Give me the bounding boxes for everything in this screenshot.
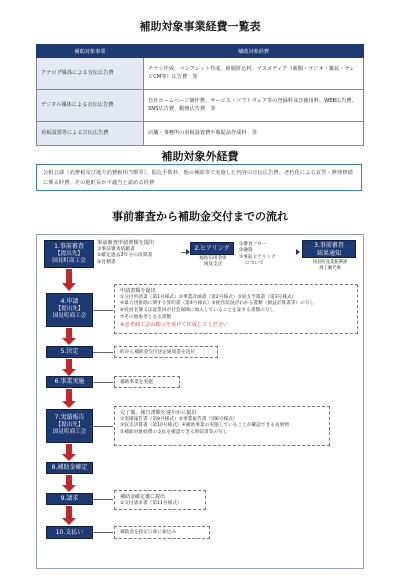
step-sub: 結果通知	[316, 249, 341, 257]
flow-arrow	[66, 359, 72, 369]
table-cell-cost: チラシ作成、パンフレット作成、新聞折込料、マスメディア（新聞・ラジオ・雑誌・テレビCM等）広告費 等	[144, 58, 364, 90]
table-row	[37, 122, 364, 146]
table-cell-cost: 店舗・事務所の看板設置費や販促品作成料 等	[144, 122, 364, 146]
flow-step-6-detail: 補助事業を実施	[114, 376, 180, 388]
flow-arrow	[66, 475, 72, 485]
detail-head: 申請書類を提出	[120, 288, 156, 294]
arrow-down-icon	[62, 369, 76, 376]
flow-step-10-detail: 補助金を指定口座に振込み	[114, 526, 210, 539]
connector-line	[93, 310, 113, 311]
step-title: 4.申請	[60, 298, 79, 305]
table-header: 補助対象経費	[144, 45, 364, 58]
detail-head: 補助金確定後に提出	[120, 494, 166, 500]
detail-item: ③事前ヒアリング	[239, 254, 276, 260]
flow-step-2-detail	[239, 242, 287, 267]
flow-step-3	[302, 240, 356, 258]
flow-step-1-detail	[97, 240, 181, 270]
detail-item: ⑦その他参考となる書類	[120, 314, 172, 320]
step-title: 3.事前審査	[314, 242, 344, 249]
flow-step-5-detail: 町から補助金交付決定通知書を送付	[114, 346, 218, 358]
step-title: 6.事業実施	[54, 378, 85, 385]
flow-step-2	[190, 242, 234, 255]
step-title: 5.決定	[60, 348, 79, 355]
detail-head: 事前審査申請書類を提出	[97, 240, 155, 246]
table-row	[37, 90, 364, 122]
arrow-right-icon	[296, 249, 300, 255]
flow-step-1	[44, 240, 94, 268]
flow-step-4-detail	[114, 284, 358, 334]
flow-step-10	[46, 526, 93, 539]
detail-item: ③見積書	[97, 259, 116, 265]
detail-item: ①事前審査依頼書	[97, 246, 135, 252]
detail-item: ⑥役員名簿又は従業員が社会保険に加入していることを証する書類の写し	[120, 308, 275, 314]
step-sub: 国見町産業振興課	[312, 260, 348, 265]
step-title: 7.実績報告	[54, 414, 85, 421]
detail-item: ②確定過去3年分の決算書	[97, 253, 153, 258]
arrow-down-icon	[62, 338, 76, 345]
eligible-costs-table	[36, 44, 364, 146]
detail-item: ①交付請求書（第11号様式）	[120, 500, 182, 506]
flow-step-7	[46, 409, 93, 443]
arrow-down-icon	[62, 454, 76, 461]
ineligible-costs-box: 公租公課（消費税及び地方消費税相当額等）、振込手数料、他の補助等で実施した内容の宣伝広告費、老朽化による買替・修理修繕に係る経費、その他町長が不適当と認める経費	[36, 164, 362, 191]
section-title-ineligible-costs: 補助対象外経費	[161, 150, 239, 163]
flow-step-2-sub	[190, 256, 236, 269]
table-cell-item: アナログ媒体による宣伝広告費	[37, 58, 144, 90]
section-title-eligible-costs: 補助対象事業経費一覧表	[139, 20, 261, 33]
step-sub: 国見町商工会	[52, 313, 87, 319]
detail-item: ⑤補助対象経費の支払を確認できる領収書等の写し	[120, 430, 228, 436]
detail-head: 完了後、報告書類を速やかに提出	[120, 410, 197, 416]
detail-note: ※必ず商工会の助言を受けて作成してください	[120, 321, 229, 328]
section-title-flow: 事前審査から補助金交付までの流れ	[112, 210, 288, 223]
connector-line	[93, 532, 113, 533]
flow-step-9-detail	[114, 490, 206, 510]
table-cell-item: 看板設置等による宣伝広告費	[37, 122, 144, 146]
arrow-down-icon	[62, 485, 76, 492]
detail-item: ④暴力団排除に関する誓約書（第4号様式）⑤経営状況がわかる書類（損益計算書等）の写し	[120, 301, 315, 307]
flow-arrow	[66, 506, 72, 518]
detail-item: について	[245, 260, 264, 266]
connector-line	[93, 352, 113, 353]
detail-item: ①実績報告書（第9号様式）②事業報告書（別6号様式）	[120, 416, 238, 422]
flow-step-8	[46, 462, 93, 474]
step-sub: 【提出先】	[55, 305, 84, 312]
connector-line	[93, 382, 113, 383]
detail-item: ③収支決算書（第10号様式）④補助事業の実施していることが確認できる成果物	[120, 423, 290, 429]
flow-step-3-sub	[300, 260, 360, 272]
step-title: 2.ヒアリング	[194, 245, 230, 252]
detail-item: ②融資	[239, 248, 253, 254]
flow-arrow	[66, 269, 72, 283]
table-cell-cost: 自社ホームページ制作費、サービス・ソフトウェア等の登録料及び使用料、WEB広告費、SNS広告費、動画広告費 等	[144, 90, 364, 122]
step-title: 1.事前審査	[54, 243, 84, 250]
flow-arrow	[66, 444, 72, 454]
step-sub: 国見支店	[203, 262, 223, 268]
connector-line	[93, 499, 113, 500]
flow-step-9	[46, 493, 93, 505]
step-sub: 商工観光係	[319, 266, 341, 271]
arrow-down-icon	[62, 518, 76, 525]
step-sub: 【提出先】	[55, 421, 84, 428]
flow-arrow	[66, 328, 72, 338]
arrow-down-icon	[62, 401, 76, 408]
flow-step-5	[46, 346, 93, 358]
step-title: 10.支払い	[55, 529, 84, 536]
table-header: 補助対象事業	[37, 45, 144, 58]
detail-item: ①審査フロー	[239, 242, 267, 247]
flow-step-4	[46, 293, 93, 327]
detail-item: ①交付申請書（第1号様式）②事業計画書（第2号様式）③収支予算書（第3号様式）	[120, 294, 297, 300]
connector-line	[93, 426, 113, 427]
step-sub: 【提出先】	[55, 250, 83, 257]
step-title: 8.補助金確定	[51, 464, 88, 471]
flow-step-7-detail	[114, 406, 330, 446]
table-cell-item: デジタル媒体による宣伝広告費	[37, 90, 144, 122]
step-sub: 福島信用金庫	[199, 256, 227, 261]
step-title: 9.請求	[60, 495, 79, 502]
table-row	[37, 58, 364, 90]
arrow-down-icon	[62, 283, 76, 291]
step-sub: 国見町商工会	[52, 429, 87, 435]
flow-arrow	[66, 389, 72, 401]
flow-step-6	[46, 376, 93, 388]
step-sub: 国見町商工会	[52, 258, 86, 264]
